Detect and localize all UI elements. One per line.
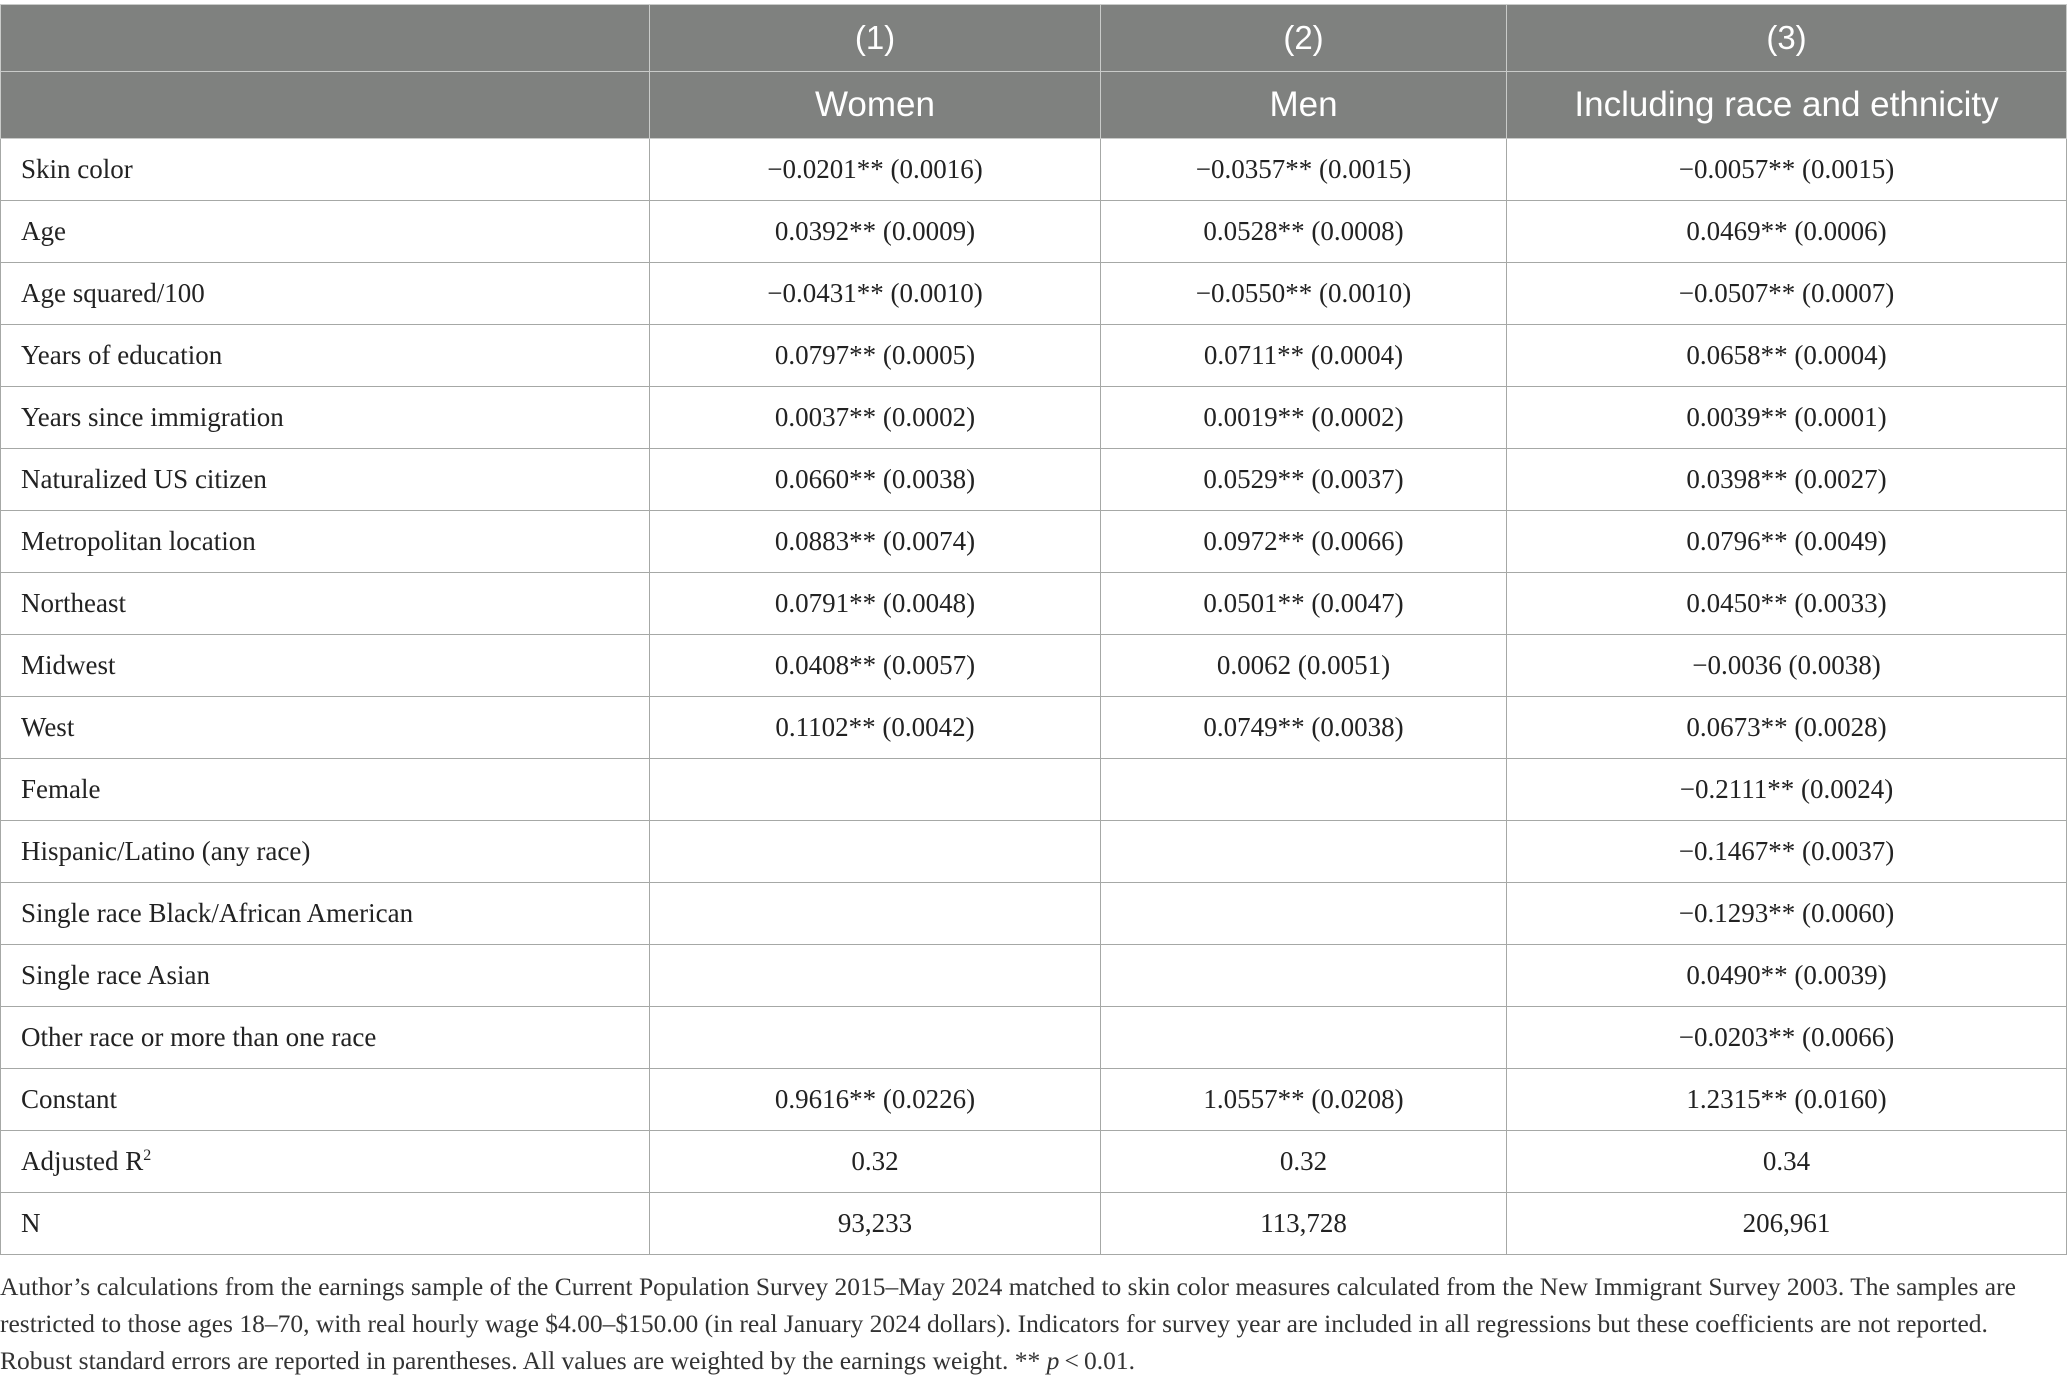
- coefficient-cell: [1101, 945, 1507, 1007]
- regression-table: [0, 4, 2067, 1255]
- coefficient-cell: 0.0019** (0.0002): [1101, 387, 1507, 449]
- coefficient-cell: 0.32: [650, 1131, 1101, 1193]
- coefficient-cell: 0.0039** (0.0001): [1507, 387, 2067, 449]
- coefficient-cell: 0.0673** (0.0028): [1507, 697, 2067, 759]
- header-label-cell: Men: [1101, 72, 1507, 139]
- table-row: [1, 635, 2067, 697]
- table-row: [1, 1007, 2067, 1069]
- coefficient-cell: 0.0450** (0.0033): [1507, 573, 2067, 635]
- row-label-text: Years of education: [21, 340, 223, 370]
- coefficient-cell: [1101, 883, 1507, 945]
- coefficient-cell: 0.0062 (0.0051): [1101, 635, 1507, 697]
- coefficient-cell: 0.0501** (0.0047): [1101, 573, 1507, 635]
- coefficient-cell: −0.0203** (0.0066): [1507, 1007, 2067, 1069]
- header-number-cell: [1, 5, 650, 72]
- coefficient-cell: [1101, 821, 1507, 883]
- coefficient-cell: 1.2315** (0.0160): [1507, 1069, 2067, 1131]
- table-row: [1, 263, 2067, 325]
- row-label-text: Metropolitan location: [21, 526, 256, 556]
- row-label: [1, 759, 650, 821]
- table-row: [1, 325, 2067, 387]
- coefficient-cell: [650, 883, 1101, 945]
- coefficient-cell: 0.0398** (0.0027): [1507, 449, 2067, 511]
- row-label-text: Midwest: [21, 650, 116, 680]
- footnote-p-threshold: < 0.01.: [1059, 1346, 1135, 1375]
- coefficient-cell: −0.0507** (0.0007): [1507, 263, 2067, 325]
- row-label: [1, 635, 650, 697]
- table-row: [1, 1069, 2067, 1131]
- row-label: [1, 201, 650, 263]
- coefficient-cell: 0.0469** (0.0006): [1507, 201, 2067, 263]
- row-label: [1, 325, 650, 387]
- coefficient-cell: 0.0749** (0.0038): [1101, 697, 1507, 759]
- table-row: [1, 449, 2067, 511]
- row-label-text: Single race Asian: [21, 960, 210, 990]
- coefficient-cell: 0.0408** (0.0057): [650, 635, 1101, 697]
- coefficient-cell: −0.0431** (0.0010): [650, 263, 1101, 325]
- regression-table-container: [0, 4, 2067, 1255]
- coefficient-cell: [1101, 759, 1507, 821]
- row-label: [1, 263, 650, 325]
- coefficient-cell: 0.34: [1507, 1131, 2067, 1193]
- table-row: [1, 1193, 2067, 1255]
- coefficient-cell: 0.1102** (0.0042): [650, 697, 1101, 759]
- row-label: [1, 945, 650, 1007]
- coefficient-cell: 0.0883** (0.0074): [650, 511, 1101, 573]
- table-row: [1, 697, 2067, 759]
- table-row: [1, 759, 2067, 821]
- header-label-cell: Women: [650, 72, 1101, 139]
- coefficient-cell: 0.0392** (0.0009): [650, 201, 1101, 263]
- coefficient-cell: −0.0036 (0.0038): [1507, 635, 2067, 697]
- coefficient-cell: [650, 945, 1101, 1007]
- table-row: [1, 573, 2067, 635]
- row-label-text: Years since immigration: [21, 402, 284, 432]
- table-row: [1, 883, 2067, 945]
- table-row: [1, 387, 2067, 449]
- footnote-p-symbol: p: [1046, 1346, 1060, 1375]
- row-label: [1, 1131, 650, 1193]
- coefficient-cell: −0.2111** (0.0024): [1507, 759, 2067, 821]
- row-label-text: N: [21, 1208, 41, 1238]
- coefficient-cell: 0.0490** (0.0039): [1507, 945, 2067, 1007]
- coefficient-cell: 0.0660** (0.0038): [650, 449, 1101, 511]
- row-label-text: Age squared/100: [21, 278, 205, 308]
- coefficient-cell: [650, 759, 1101, 821]
- row-label-text: Single race Black/African American: [21, 898, 414, 928]
- footnote-text: Author’s calculations from the earnings sample of the Current Population Survey 2015–May 2024 matched to skin color measures calculated from the New Immigrant Survey 2003. The samples are restricted to those ages 18–70, with real hourly wage $4.00–$150.00 (in real January 2024 dollars). Indicators for survey year are included in all regressions but these coefficients are not reported. Robust standard errors are reported in parentheses. All values are weighted by the earnings weight. **: [0, 1272, 2016, 1375]
- coefficient-cell: 0.0037** (0.0002): [650, 387, 1101, 449]
- row-label-superscript: 2: [143, 1147, 152, 1164]
- row-label: [1, 697, 650, 759]
- coefficient-cell: −0.0357** (0.0015): [1101, 139, 1507, 201]
- row-label: [1, 1069, 650, 1131]
- coefficient-cell: 0.32: [1101, 1131, 1507, 1193]
- row-label: [1, 449, 650, 511]
- table-row: [1, 139, 2067, 201]
- coefficient-cell: −0.0550** (0.0010): [1101, 263, 1507, 325]
- table-row: [1, 201, 2067, 263]
- coefficient-cell: −0.1293** (0.0060): [1507, 883, 2067, 945]
- row-label: [1, 1193, 650, 1255]
- row-label: [1, 573, 650, 635]
- coefficient-cell: 0.0791** (0.0048): [650, 573, 1101, 635]
- header-label-cell: [1, 72, 650, 139]
- table-row: [1, 511, 2067, 573]
- row-label-text: West: [21, 712, 75, 742]
- header-row-numbers: [1, 5, 2067, 72]
- coefficient-cell: 113,728: [1101, 1193, 1507, 1255]
- coefficient-cell: −0.1467** (0.0037): [1507, 821, 2067, 883]
- coefficient-cell: 0.0528** (0.0008): [1101, 201, 1507, 263]
- row-label-text: Hispanic/Latino (any race): [21, 836, 311, 866]
- row-label-text: Northeast: [21, 588, 126, 618]
- table-body: [1, 139, 2067, 1255]
- coefficient-cell: 0.0796** (0.0049): [1507, 511, 2067, 573]
- header-label-cell: Including race and ethnicity: [1507, 72, 2067, 139]
- coefficient-cell: 0.0711** (0.0004): [1101, 325, 1507, 387]
- coefficient-cell: [650, 1007, 1101, 1069]
- table-footnote: [0, 1268, 2062, 1379]
- row-label: [1, 139, 650, 201]
- row-label: [1, 1007, 650, 1069]
- row-label: [1, 883, 650, 945]
- coefficient-cell: [650, 821, 1101, 883]
- coefficient-cell: −0.0201** (0.0016): [650, 139, 1101, 201]
- coefficient-cell: 206,961: [1507, 1193, 2067, 1255]
- header-number-cell: (1): [650, 5, 1101, 72]
- header-number-cell: (3): [1507, 5, 2067, 72]
- coefficient-cell: 0.0658** (0.0004): [1507, 325, 2067, 387]
- row-label: [1, 387, 650, 449]
- table-row: [1, 945, 2067, 1007]
- coefficient-cell: −0.0057** (0.0015): [1507, 139, 2067, 201]
- coefficient-cell: [1101, 1007, 1507, 1069]
- row-label-text: Skin color: [21, 154, 133, 184]
- row-label: [1, 511, 650, 573]
- row-label-text: Female: [21, 774, 101, 804]
- coefficient-cell: 0.0972** (0.0066): [1101, 511, 1507, 573]
- row-label-text: Adjusted R: [21, 1146, 144, 1176]
- coefficient-cell: 93,233: [650, 1193, 1101, 1255]
- coefficient-cell: 1.0557** (0.0208): [1101, 1069, 1507, 1131]
- header-row-labels: [1, 72, 2067, 139]
- coefficient-cell: 0.0529** (0.0037): [1101, 449, 1507, 511]
- row-label: [1, 821, 650, 883]
- coefficient-cell: 0.0797** (0.0005): [650, 325, 1101, 387]
- table-row: [1, 821, 2067, 883]
- table-row: [1, 1131, 2067, 1193]
- row-label-text: Other race or more than one race: [21, 1022, 377, 1052]
- row-label-text: Naturalized US citizen: [21, 464, 267, 494]
- row-label-text: Constant: [21, 1084, 118, 1114]
- row-label-text: Age: [21, 216, 66, 246]
- header-number-cell: (2): [1101, 5, 1507, 72]
- coefficient-cell: 0.9616** (0.0226): [650, 1069, 1101, 1131]
